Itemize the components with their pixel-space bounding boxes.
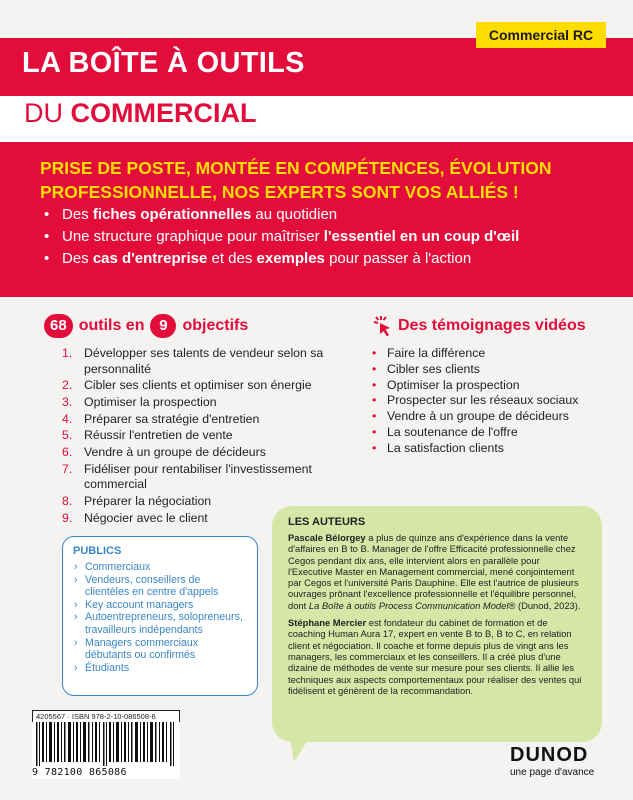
feature-bullet: • Des cas d'entreprise et des exemples pour passer à l'action xyxy=(40,248,620,270)
objective-item: 2. Cibler ses clients et optimiser son énergie xyxy=(62,378,312,393)
videos-list xyxy=(372,346,612,457)
public-item: › Managers commerciaux débutants ou confirmés xyxy=(73,637,247,662)
book-title-line1: LA BOÎTE À OUTILS xyxy=(22,47,305,79)
public-item: › Vendeurs, conseillers de clientèles en centre d'appels xyxy=(73,574,247,599)
objectives-label: objectifs xyxy=(182,317,249,334)
publisher-tagline: une page d'avance xyxy=(510,767,595,778)
objective-item: 4. Préparer sa stratégie d'entretien xyxy=(62,411,260,426)
feature-bullets xyxy=(40,204,620,270)
objective-item: 5. Réussir l'entretien de vente xyxy=(62,428,233,443)
tools-label: outils en xyxy=(78,317,145,334)
video-item: • La soutenance de l'offre xyxy=(372,425,612,441)
objective-item: 8. Préparer la négociation xyxy=(62,493,212,508)
publics-list xyxy=(73,561,247,674)
tools-count-badge: 68 xyxy=(44,314,73,338)
video-item: • Faire la différence xyxy=(372,346,612,362)
objectives-count-badge: 9 xyxy=(150,314,176,338)
barcode-image xyxy=(32,722,180,766)
authors-box xyxy=(272,506,602,742)
objective-item: 9. Négocier avec le client xyxy=(62,510,208,525)
objective-item: 1. Développer ses talents de vendeur selon sa personnalité xyxy=(62,346,324,376)
headline: PRISE DE POSTE, MONTÉE EN COMPÉTENCES, ÉVOLUTION PROFESSIONNELLE, NOS EXPERTS SONT VOS ALLIÉS ! xyxy=(40,158,552,202)
objectives-heading xyxy=(44,314,248,338)
video-item: • Optimiser la prospection xyxy=(372,378,612,394)
objective-item: 6. Vendre à un groupe de décideurs xyxy=(62,444,266,459)
objective-item: 3. Optimiser la prospection xyxy=(62,394,217,409)
click-cursor-icon xyxy=(372,314,394,338)
author-bio: Pascale Bélorgey a plus de quinze ans d'expérience dans la vente d'affaires en B to B. Manager de l'offre Efficacité professionnelle chez Cegos pendant dix ans, elle intervient alors en parallèle pour l'Executive Master en Management commercial, mené conjointement par Cegos et l'université Paris Dauphine. Elle est l'autrice de plusieurs ouvrages prônant l'excellence professionnelle et l'équilibre personnel, dont La Boîte à outils Process Communication Model® (Dunod, 2023). xyxy=(288,532,581,611)
objectives-list xyxy=(62,346,342,527)
author-bio: Stéphane Mercier est fondateur du cabinet de formation et de coaching Human Aura 17, expert en vente B to B, B to C, en relation client et négociation. Il coache et forme depuis plus de vingt ans les managers, les commerciaux et les conseillers. Il a créé plus d'une dizaine de méthodes de vente sur mesure pour ses clients. Il allie les techniques aux aspects comportementaux pour réaliser des ventes qui fidélisent et génèrent de la recommandation. xyxy=(288,617,582,696)
series-badge: Commercial RC xyxy=(476,22,606,48)
video-item: • Prospecter sur les réseaux sociaux xyxy=(372,393,612,409)
book-title-line2: DU COMMERCIAL xyxy=(24,98,257,128)
feature-bullet: • Une structure graphique pour maîtriser l'essentiel en un coup d'œil xyxy=(40,226,620,248)
public-item: › Key account managers xyxy=(73,599,247,612)
feature-bullet: • Des fiches opérationnelles au quotidien xyxy=(40,204,620,226)
authors-title: LES AUTEURS xyxy=(288,516,366,528)
publisher-logo: DUNOD xyxy=(510,744,589,766)
isbn-label: 4205567 · ISBN 978-2-10-086508-6 xyxy=(32,710,180,723)
publics-title: PUBLICS xyxy=(73,545,122,557)
public-item: › Étudiants xyxy=(73,662,247,675)
public-item: › Autoentrepreneurs, solopreneurs, travailleurs indépendants xyxy=(73,611,247,636)
video-item: • Cibler ses clients xyxy=(372,362,612,378)
public-item: › Commerciaux xyxy=(73,561,247,574)
barcode-digits: 9 782100 865086 xyxy=(32,766,180,779)
publics-box xyxy=(62,536,258,696)
video-item: • Vendre à un groupe de décideurs xyxy=(372,409,612,425)
objective-item: 7. Fidéliser pour rentabiliser l'investissement commercial xyxy=(62,461,312,492)
video-item: • La satisfaction clients xyxy=(372,441,612,457)
videos-heading xyxy=(372,314,586,338)
videos-title: Des témoignages vidéos xyxy=(398,317,586,334)
